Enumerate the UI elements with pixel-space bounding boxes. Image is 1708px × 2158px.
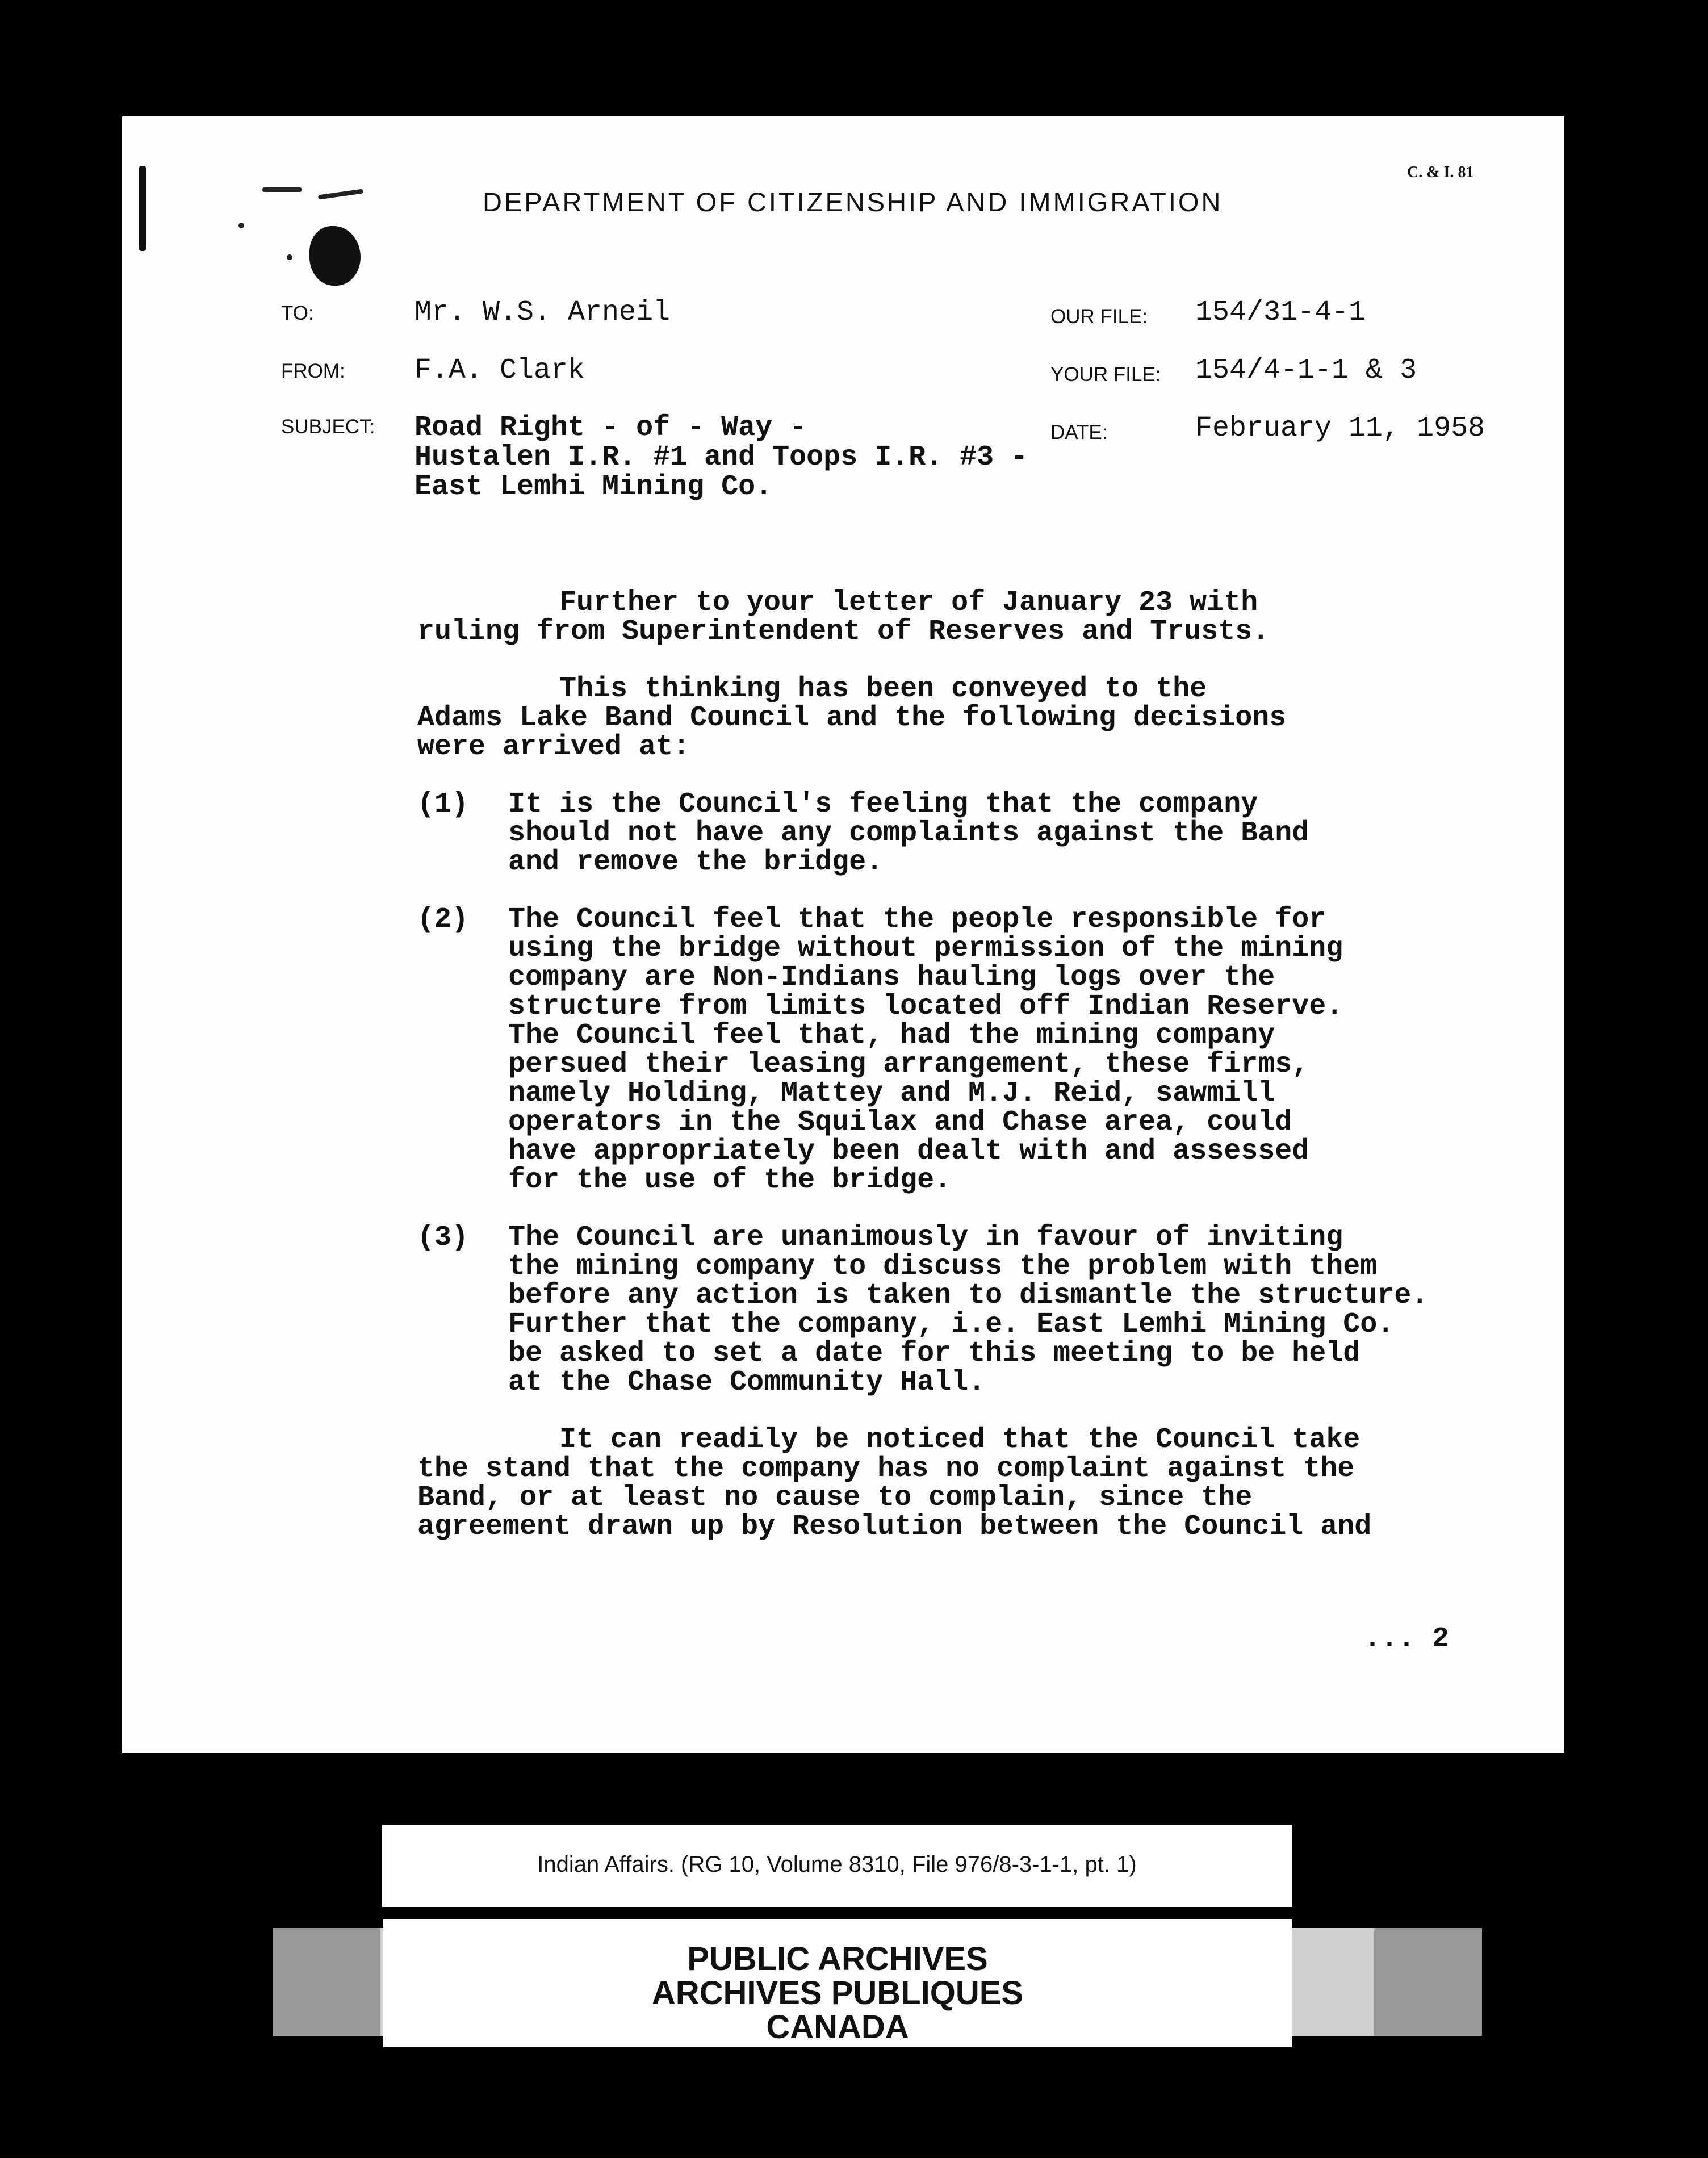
page-continuation: ... 2: [1364, 1623, 1450, 1655]
pen-mark: [262, 187, 302, 192]
to-label: TO:: [281, 302, 314, 324]
list-item-text: The Council feel that the people responsible for using the bridge without permission of the mining company are Non-Indians hauling logs over the structure from limits located off Indian Reserve. The Council feel that, had the mining company persued their leasing arrangement, these firms, namely Holding, Mattey and M.J. Reid, sawmill operators in the Squilax and Chase area, could have appropriately been dealt with and assessed for the use of the bridge.: [508, 904, 1343, 1197]
archive-citation: Indian Affairs. (RG 10, Volume 8310, File 976/8-3-1-1, pt. 1): [382, 1825, 1292, 1907]
form-code: C. & I. 81: [1407, 164, 1474, 181]
from-label: FROM:: [281, 360, 345, 382]
paragraph: Further to your letter of January 23 with ruling from Superintendent of Reserves and Trusts.: [417, 587, 1270, 648]
stamp-line: CANADA: [766, 2009, 909, 2046]
ink-blot: [309, 226, 361, 286]
to-value: Mr. W.S. Arneil: [415, 296, 671, 329]
stamp-line: PUBLIC ARCHIVES: [687, 1940, 988, 1977]
film-strip-end: [273, 1928, 380, 2036]
list-item-text: The Council are unanimously in favour of inviting the mining company to discuss the problem with them before any action is taken to dismantle the structure. Further that the company, i.e. East Lemhi Mining Co. be asked to set a date for this meeting to be held at the Chase Community Hall.: [508, 1222, 1429, 1399]
subject-line: Road Right - of - Way -: [415, 412, 807, 444]
memo-body: [417, 588, 1496, 1570]
paragraph: This thinking has been conveyed to the Adams Lake Band Council and the following decisions were arrived at:: [417, 673, 1287, 763]
ink-dot: [238, 223, 244, 228]
subject-line: East Lemhi Mining Co.: [415, 471, 773, 503]
list-item-text: It is the Council's feeling that the company should not have any complaints against the Band and remove the bridge.: [508, 788, 1309, 879]
stamp-line: ARCHIVES PUBLIQUES: [651, 1975, 1024, 2011]
archive-stamp: [383, 1919, 1292, 2047]
subject-label: SUBJECT:: [281, 416, 375, 438]
our-file-label: OUR FILE:: [1050, 306, 1148, 328]
list-item: [417, 905, 1496, 1195]
your-file-value: 154/4-1-1 & 3: [1195, 354, 1417, 387]
our-file-value: 154/31-4-1: [1195, 296, 1366, 329]
list-item: [417, 1223, 1496, 1397]
your-file-label: YOUR FILE:: [1050, 363, 1161, 386]
date-value: February 11, 1958: [1195, 412, 1485, 445]
punch-mark: [139, 166, 146, 251]
ink-dot: [287, 254, 292, 260]
subject-line: Hustalen I.R. #1 and Toops I.R. #3 -: [415, 441, 1028, 474]
list-item-number: (2): [417, 904, 469, 936]
list-item-number: (3): [417, 1222, 469, 1254]
date-label: DATE:: [1050, 421, 1108, 444]
list-item-number: (1): [417, 788, 469, 821]
department-title: DEPARTMENT OF CITIZENSHIP AND IMMIGRATION: [483, 187, 1223, 217]
paragraph: It can readily be noticed that the Council take the stand that the company has no complaint against the Band, or at least no cause to complain, since the agreement drawn up by Resolution between the Council and: [417, 1424, 1372, 1543]
film-strip-end: [1374, 1928, 1482, 2036]
from-value: F.A. Clark: [415, 354, 585, 387]
list-item: [417, 790, 1496, 877]
